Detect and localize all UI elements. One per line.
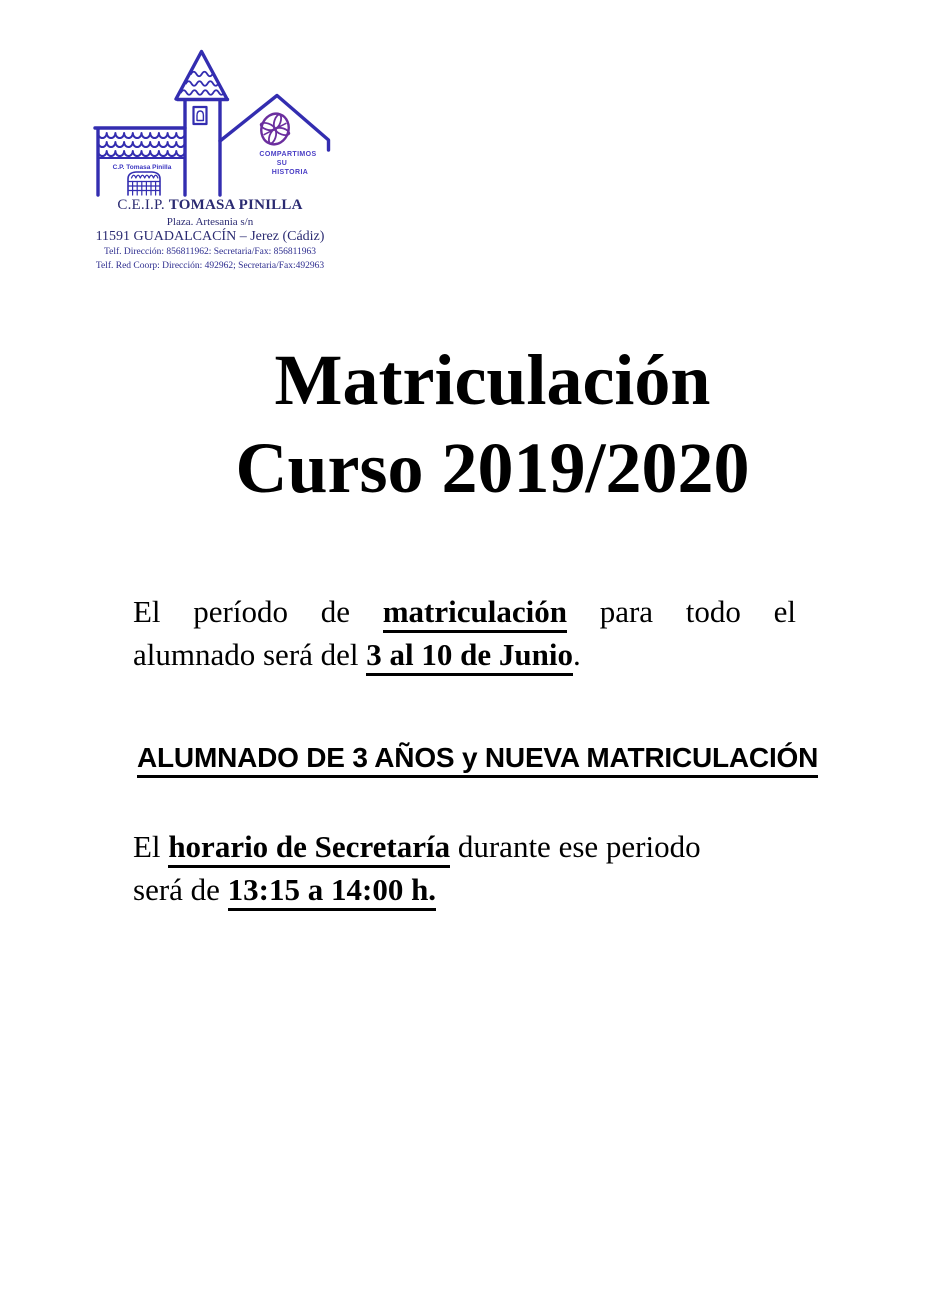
logo-tower-window-arch <box>197 111 203 121</box>
title-line-2: Curso 2019/2020 <box>235 428 750 508</box>
address-line-2: 11591 GUADALCACÍN – Jerez (Cádiz) <box>95 229 325 244</box>
text-segment: será de <box>133 872 228 907</box>
text-segment: durante ese periodo <box>450 829 701 864</box>
logo-tower-window <box>194 107 207 124</box>
emphasis-office-hours: horario de Secretaría <box>168 829 450 868</box>
logo-tower-wave <box>191 72 213 77</box>
logo-tower-wave <box>181 90 224 95</box>
logo-motto-line: HISTORIA <box>271 169 309 176</box>
logo-building-label: C.P. Tomasa Pinilla <box>112 164 172 171</box>
school-name <box>85 197 335 214</box>
logo-tower-wave <box>186 81 218 86</box>
school-letterhead <box>85 45 335 272</box>
paragraph-line <box>133 590 796 633</box>
paragraph-line <box>133 825 796 868</box>
logo-motto-line: COMPARTIMOS <box>259 151 317 158</box>
paragraph-enrollment-period <box>133 590 796 676</box>
logo-roof-tiles-row <box>98 151 185 156</box>
paragraph-office-hours <box>133 825 796 911</box>
paragraph-line <box>133 633 796 676</box>
page-title <box>0 336 929 512</box>
emblem-icon <box>256 110 294 149</box>
emphasis-time-range: 13:15 a 14:00 h. <box>228 872 436 911</box>
text-segment: El <box>133 829 169 864</box>
school-name-prefix: C.E.I.P. <box>117 197 169 213</box>
emphasis-dates: 3 al 10 de Junio <box>366 637 573 676</box>
logo-gate <box>128 172 160 195</box>
text-segment: El período de <box>133 594 383 629</box>
paragraph-line <box>133 868 796 911</box>
logo-motto-line: SU <box>276 160 288 167</box>
school-name-main: TOMASA PINILLA <box>168 197 303 213</box>
title-line-1: Matriculación <box>274 340 711 420</box>
phone-line-1: Telf. Dirección: 856811962: Secretaria/Fax: 856811963 <box>103 247 317 257</box>
phone-line-2: Telf. Red Coorp: Dirección: 492962; Secretaria/Fax:492963 <box>95 260 325 271</box>
text-segment: alumnado será del <box>133 637 367 672</box>
section-heading-text: ALUMNADO DE 3 AÑOS y NUEVA MATRICULACIÓN <box>137 742 818 778</box>
school-logo-drawing <box>85 45 335 197</box>
text-segment: . <box>573 637 581 672</box>
logo-roof-tiles-row <box>98 142 185 147</box>
section-heading <box>137 742 837 774</box>
emphasis-matriculacion: matriculación <box>383 594 567 633</box>
text-segment: para todo el <box>566 594 796 629</box>
address-line-1: Plaza. Artesania s/n <box>166 216 254 228</box>
logo-roof-tiles-row <box>98 133 185 138</box>
